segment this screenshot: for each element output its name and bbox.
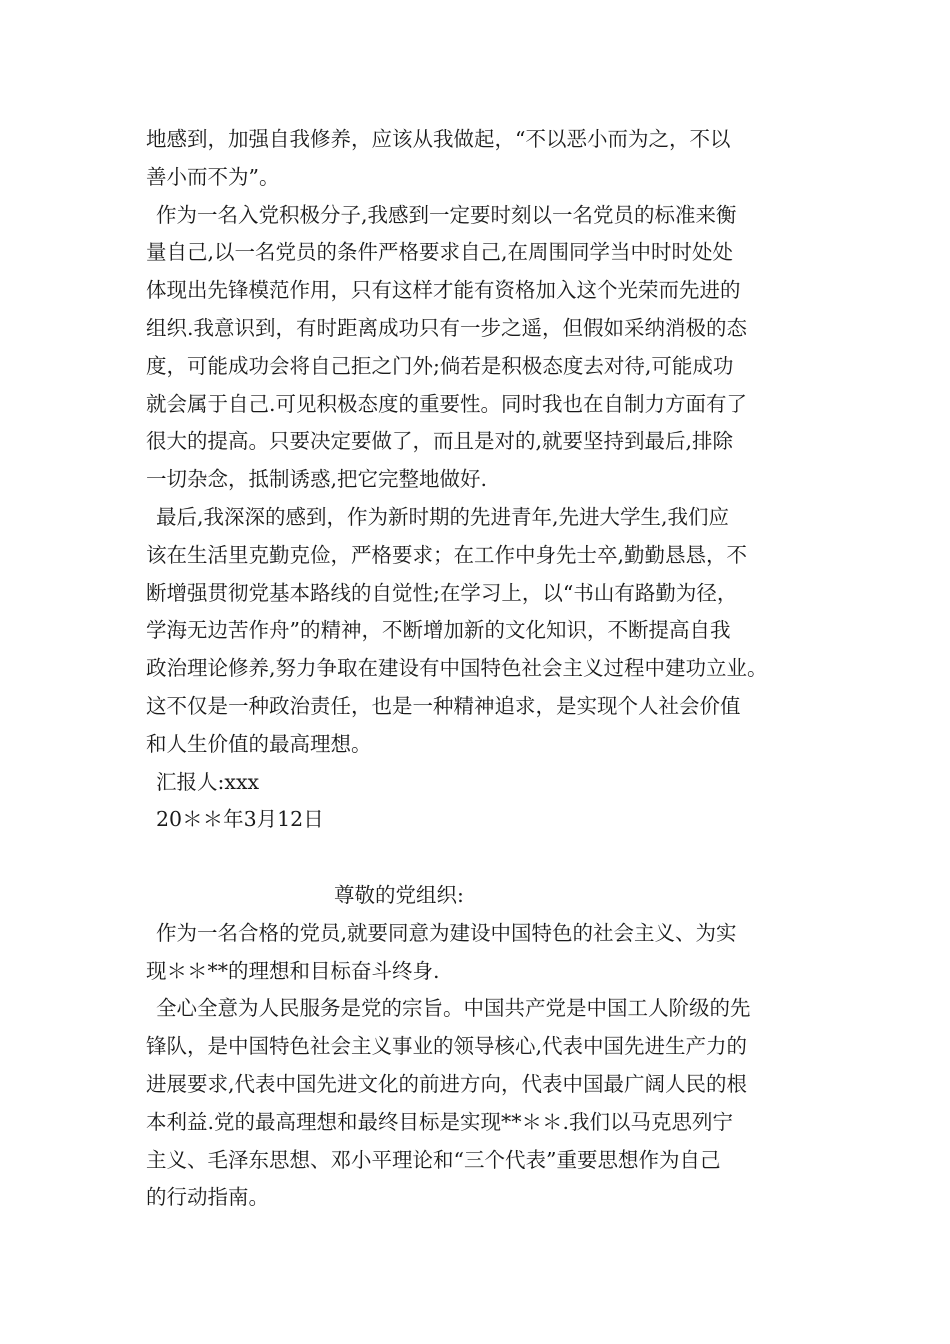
text-line: 量自己,以一名党员的条件严格要求自己,在周围同学当中时时处处 — [146, 240, 734, 265]
paragraph-start-line: 全心全意为人民服务是党的宗旨。中国共产党是中国工人阶级的先 — [156, 996, 751, 1021]
text-line: 主义、毛泽东思想、邓小平理论和“三个代表”重要思想作为自己 — [146, 1147, 721, 1172]
text-line: 就会属于自己.可见积极态度的重要性。同时我也在自制力方面有了 — [146, 391, 748, 416]
text-line: 现＊＊**的理想和目标奋斗终身. — [146, 958, 440, 983]
text-line: 善小而不为”。 — [146, 164, 280, 189]
text-line: 学海无边苦作舟”的精神，不断增加新的文化知识，不断提高自我 — [146, 618, 731, 643]
text-line: 锋队，是中国特色社会主义事业的领导核心,代表中国先进生产力的 — [146, 1034, 748, 1059]
blank-line — [146, 839, 826, 877]
text-line: 政治理论修养,努力争取在建设有中国特色社会主义过程中建功立业。 — [146, 656, 768, 681]
report-date: 20＊＊年3月12日 — [156, 807, 324, 832]
paragraph-start-line: 作为一名入党积极分子,我感到一定要时刻以一名党员的标准来衡 — [156, 202, 737, 227]
text-line: 一切杂念，抵制诱惑,把它完整地做好. — [146, 467, 488, 492]
salutation: 尊敬的党组织: — [334, 882, 464, 907]
text-line: 的行动指南。 — [146, 1185, 269, 1210]
paragraph-start-line: 作为一名合格的党员,就要同意为建设中国特色的社会主义、为实 — [156, 920, 737, 945]
paragraph-start-line: 最后,我深深的感到，作为新时期的先进青年,先进大学生,我们应 — [156, 504, 730, 529]
text-line: 很大的提高。只要决定要做了，而且是对的,就要坚持到最后,排除 — [146, 429, 734, 454]
text-line: 地感到，加强自我修养，应该从我做起，“不以恶小而为之，不以 — [146, 127, 731, 151]
text-line: 本利益.党的最高理想和最终目标是实现**＊＊.我们以马克思列宁 — [146, 1109, 734, 1134]
document-body — [146, 121, 826, 1217]
text-line: 组织.我意识到，有时距离成功只有一步之遥，但假如采纳消极的态 — [146, 315, 748, 340]
text-line: 度，可能成功会将自己拒之门外;倘若是积极态度去对待,可能成功 — [146, 353, 734, 378]
text-line: 这不仅是一种政治责任，也是一种精神追求，是实现个人社会价值 — [146, 693, 741, 718]
text-line: 进展要求,代表中国先进文化的前进方向，代表中国最广阔人民的根 — [146, 1071, 748, 1096]
text-line: 和人生价值的最高理想。 — [146, 731, 372, 756]
text-line: 断增强贯彻党基本路线的自觉性;在学习上，以“书山有路勤为径， — [146, 580, 738, 605]
text-line: 体现出先锋模范作用，只有这样才能有资格加入这个光荣而先进的 — [146, 278, 741, 303]
reporter-signature: 汇报人:xxx — [156, 769, 260, 794]
text-line: 该在生活里克勤克俭，严格要求；在工作中身先士卒,勤勤恳恳，不 — [146, 542, 748, 567]
